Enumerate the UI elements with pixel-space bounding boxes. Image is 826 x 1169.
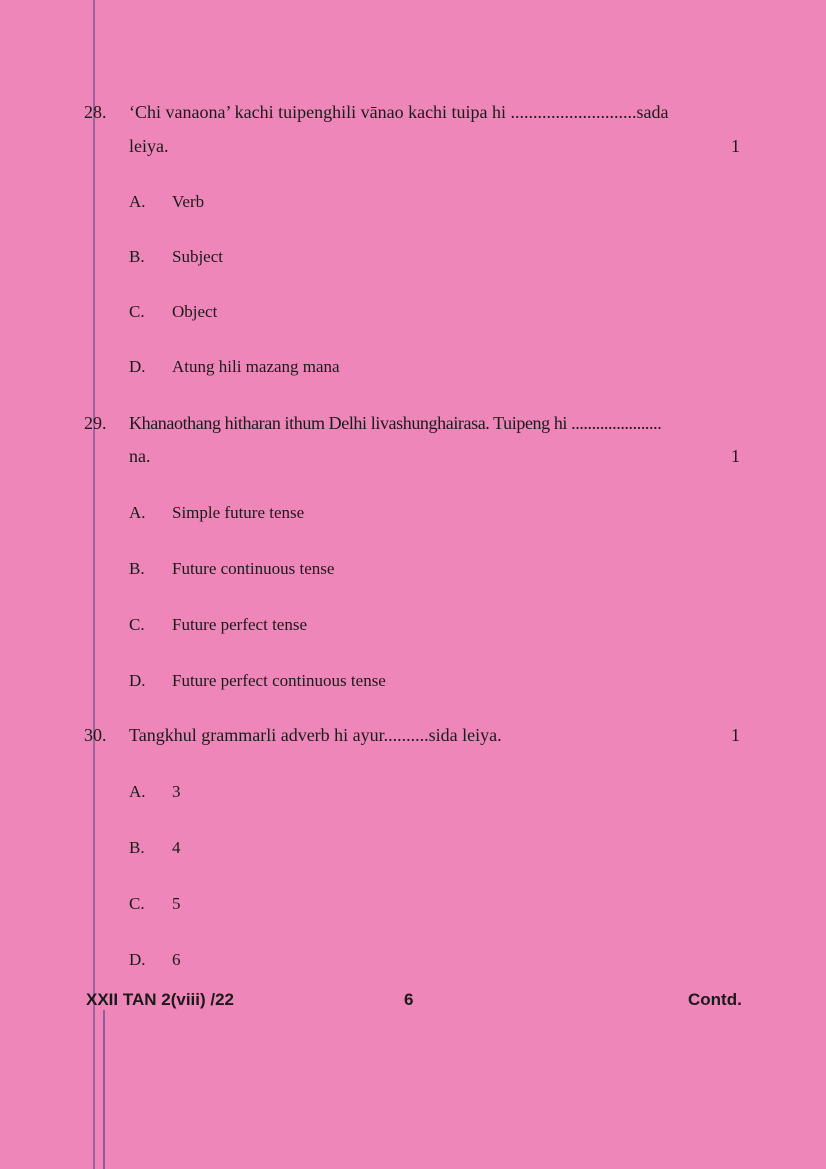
- option-letter: B.: [129, 247, 145, 266]
- option-text: 3: [172, 782, 181, 801]
- question-marks: 1: [731, 446, 740, 466]
- option-text: Atung hili mazang mana: [172, 357, 340, 376]
- option-text: Subject: [172, 247, 223, 266]
- question-number: 30.: [84, 725, 107, 745]
- option-text: 5: [172, 894, 181, 913]
- option-letter: D.: [129, 357, 146, 376]
- option-text: Object: [172, 302, 218, 321]
- question-number: 29.: [84, 413, 107, 433]
- option-letter: B.: [129, 838, 145, 857]
- option-text: Future perfect continuous tense: [172, 671, 386, 690]
- question-number: 28.: [84, 102, 107, 122]
- option-letter: C.: [129, 615, 145, 634]
- option-letter: C.: [129, 894, 145, 913]
- question-text-line1: Khanaothang hitharan ithum Delhi livashunghairasa. Tuipeng hi ......................: [129, 413, 662, 433]
- option-letter: C.: [129, 302, 145, 321]
- option-text: 4: [172, 838, 181, 857]
- option-text: Verb: [172, 192, 205, 211]
- question-text-line1: ‘Chi vanaona’ kachi tuipenghili vānao kachi tuipa hi ............................sada: [129, 102, 669, 122]
- option-text: Future continuous tense: [172, 559, 335, 578]
- question-text-line2: leiya.: [129, 136, 169, 156]
- margin-line-lower: [103, 1010, 105, 1169]
- option-letter: B.: [129, 559, 145, 578]
- option-letter: A.: [129, 503, 146, 522]
- option-letter: D.: [129, 950, 146, 969]
- option-text: Future perfect tense: [172, 615, 307, 634]
- question-marks: 1: [731, 136, 740, 156]
- question-text-line2: na.: [129, 446, 151, 466]
- option-letter: D.: [129, 671, 146, 690]
- footer-page-number: 6: [404, 990, 414, 1009]
- option-letter: A.: [129, 782, 146, 801]
- question-marks: 1: [731, 725, 740, 745]
- option-letter: A.: [129, 192, 146, 211]
- option-text: Simple future tense: [172, 503, 305, 522]
- option-text: 6: [172, 950, 181, 969]
- footer-contd: Contd.: [688, 990, 742, 1009]
- question-text-line1: Tangkhul grammarli adverb hi ayur..........sida leiya.: [129, 725, 502, 745]
- footer-paper-code: XXII TAN 2(viii) /22: [86, 990, 235, 1009]
